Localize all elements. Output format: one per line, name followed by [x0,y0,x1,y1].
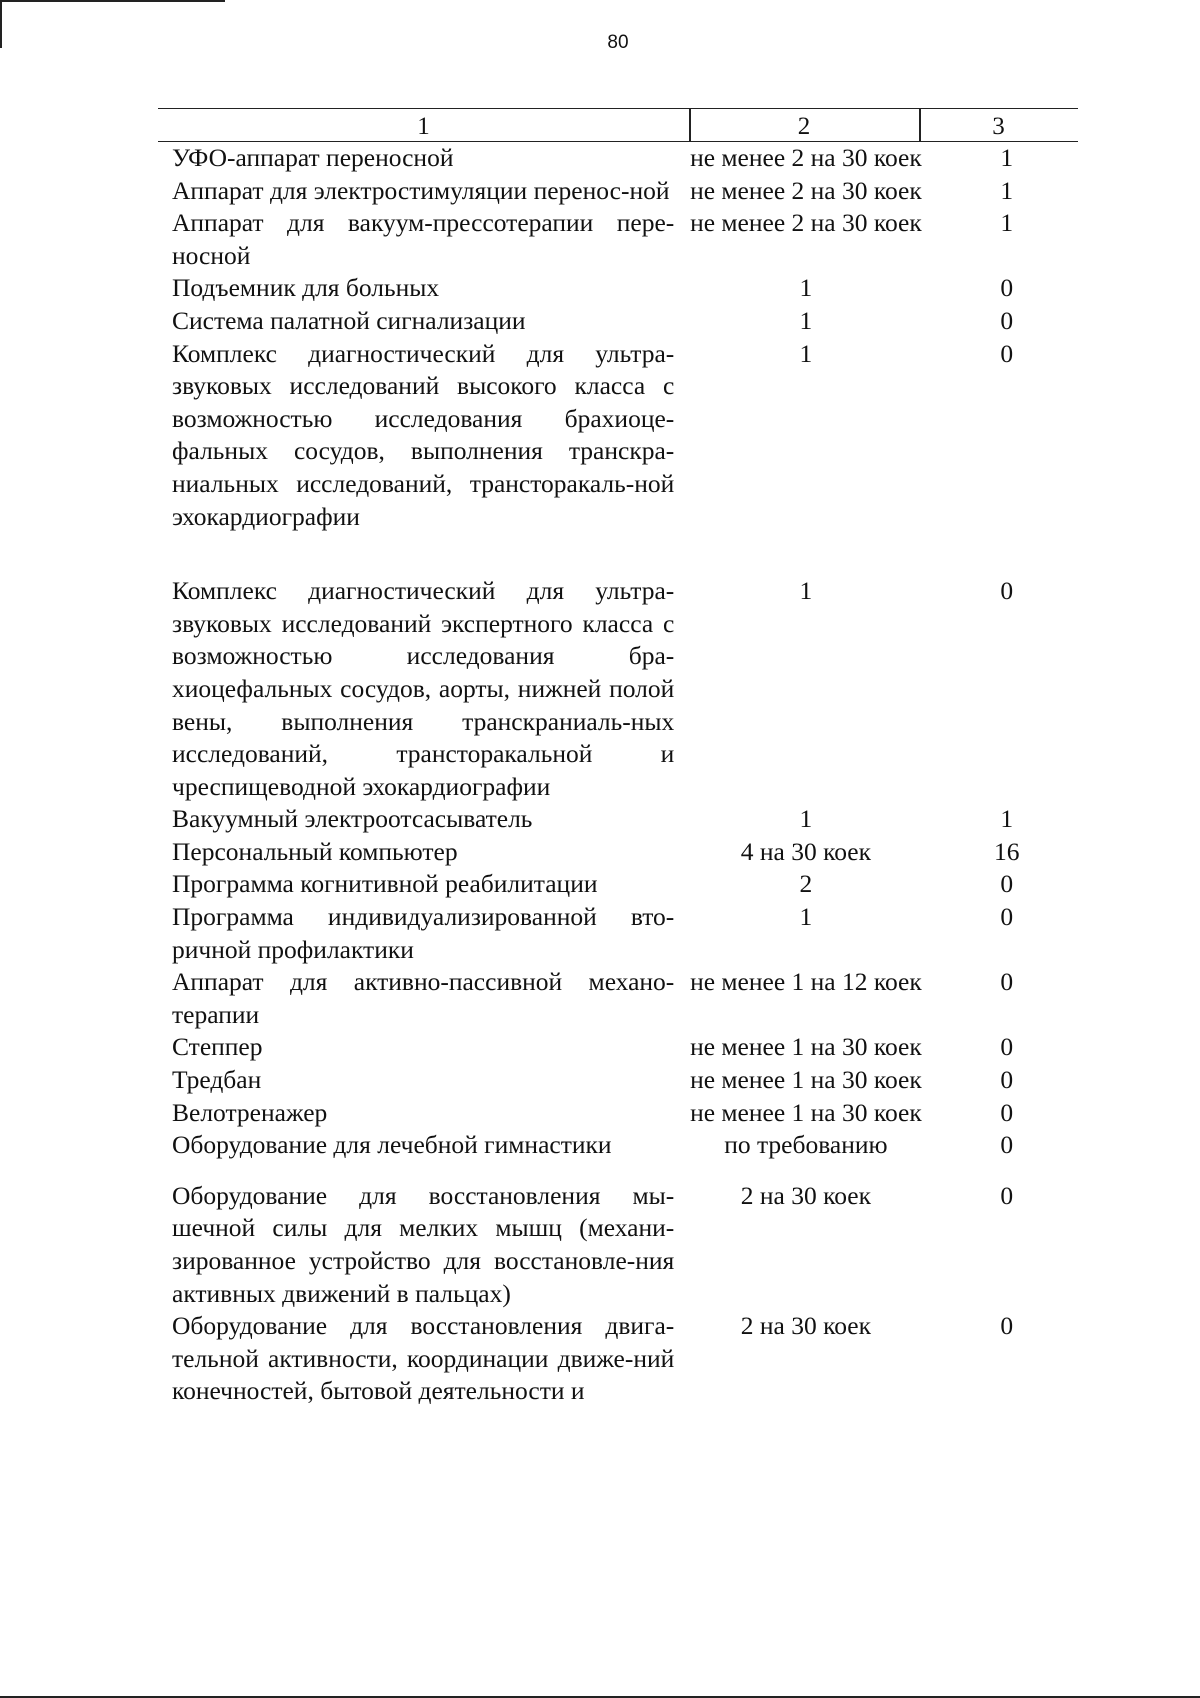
required-quantity: 1 [799,338,813,368]
equipment-name: Степпер [172,1032,263,1062]
equipment-name: Подъемник для больных [172,273,440,303]
table-row [172,142,1072,175]
available-quantity: 0 [1000,1032,1014,1062]
required-quantity: 4 на 30 коек [740,836,871,866]
table-body [172,142,1072,1408]
available-quantity: 0 [1000,902,1014,932]
table-row [172,207,1072,272]
table-header-row [158,108,1078,142]
table-row [172,868,1072,901]
required-quantity: не менее 2 на 30 коек [690,175,922,205]
equipment-name: Оборудование для восстановления мы-шечной силы для мелких мышц (механи-зированное устройство для восстановле-ния активных движений в пальцах) [172,1180,675,1308]
required-quantity: не менее 1 на 30 коек [690,1097,922,1127]
required-quantity: не менее 2 на 30 коек [690,143,922,172]
required-quantity: не менее 1 на 30 коек [690,1065,922,1095]
available-quantity: 0 [1000,1065,1014,1095]
table-row [172,1031,1072,1064]
available-quantity: 0 [1000,305,1014,335]
column-header-3: 3 [992,113,1005,140]
table-row [172,901,1072,966]
equipment-name: УФО-аппарат переносной [172,143,454,172]
table-row [172,305,1072,338]
required-quantity: 1 [799,576,813,606]
required-quantity: 2 на 30 коек [740,1180,871,1210]
required-quantity: 2 на 30 коек [740,1311,871,1341]
table-row [172,175,1072,208]
required-quantity: 1 [799,273,813,303]
available-quantity: 1 [1000,208,1014,238]
table-row [172,1310,1072,1408]
table-row [172,272,1072,305]
equipment-name: Программа индивидуализированной вто-ричной профилактики [172,902,675,964]
equipment-name: Комплекс диагностический для ультра-звуковых исследований экспертного класса с возможностью исследования бра-хиоцефальных сосудов, аорты, нижней полой вены, выполнения транскраниаль-ных исследований, трансторакальной и чреспищеводной эхокардиографии [172,576,675,801]
required-quantity: 2 [799,869,813,899]
required-quantity: 1 [799,305,813,335]
column-header-1: 1 [417,113,430,140]
equipment-name: Велотренажер [172,1097,328,1127]
required-quantity: не менее 2 на 30 коек [690,208,922,238]
column-header-2: 2 [797,113,811,140]
equipment-name: Комплекс диагностический для ультра-звуковых исследований высокого класса с возможностью исследования брахиоце-фальных сосудов, выполнения транскра-ниальных исследований, трансторакаль-ной эхокардиографии [172,338,675,531]
row-spacer [172,533,1072,575]
equipment-name: Программа когнитивной реабилитации [172,869,598,899]
row-spacer [172,1162,1072,1180]
table-row [172,836,1072,869]
equipment-name: Оборудование для восстановления двига-тельной активности, координации движе-ний конечностей, бытовой деятельности и [172,1311,675,1406]
required-quantity: не менее 1 на 12 коек [690,967,922,997]
available-quantity: 0 [1000,869,1014,899]
available-quantity: 0 [1000,1311,1014,1341]
available-quantity: 1 [1000,804,1014,834]
scan-border-top [0,0,225,2]
required-quantity: 1 [799,902,813,932]
equipment-name: Система палатной сигнализации [172,305,526,335]
required-quantity: 1 [799,804,813,834]
available-quantity: 1 [1000,143,1014,172]
page-number: 80 [607,32,629,53]
table-row [172,1129,1072,1162]
equipment-name: Аппарат для вакуум-прессотерапии пере-носной [172,208,675,270]
equipment-name: Оборудование для лечебной гимнастики [172,1130,612,1160]
available-quantity: 0 [1000,1130,1014,1160]
table-row [172,1180,1072,1310]
available-quantity: 0 [1000,1097,1014,1127]
required-quantity: не менее 1 на 30 коек [690,1032,922,1062]
available-quantity: 1 [1000,175,1014,205]
required-quantity: по требованию [724,1130,888,1160]
equipment-name: Персональный компьютер [172,836,458,866]
equipment-name: Аппарат для электростимуляции перенос-ной [172,175,670,205]
table-row [172,338,1072,534]
equipment-name: Вакуумный электроотсасыватель [172,804,533,834]
equipment-name: Тредбан [172,1065,262,1095]
equipment-table [158,108,1078,142]
available-quantity: 0 [1000,1180,1014,1210]
available-quantity: 16 [993,836,1020,866]
table-row [172,1064,1072,1097]
available-quantity: 0 [1000,273,1014,303]
equipment-name: Аппарат для активно-пассивной механо-терапии [172,967,675,1029]
available-quantity: 0 [1000,967,1014,997]
available-quantity: 0 [1000,338,1014,368]
table-row [172,803,1072,836]
table-row [172,1097,1072,1130]
table-row [172,966,1072,1031]
column-divider [919,109,921,141]
table-row [172,575,1072,803]
available-quantity: 0 [1000,576,1014,606]
column-divider [689,109,691,141]
